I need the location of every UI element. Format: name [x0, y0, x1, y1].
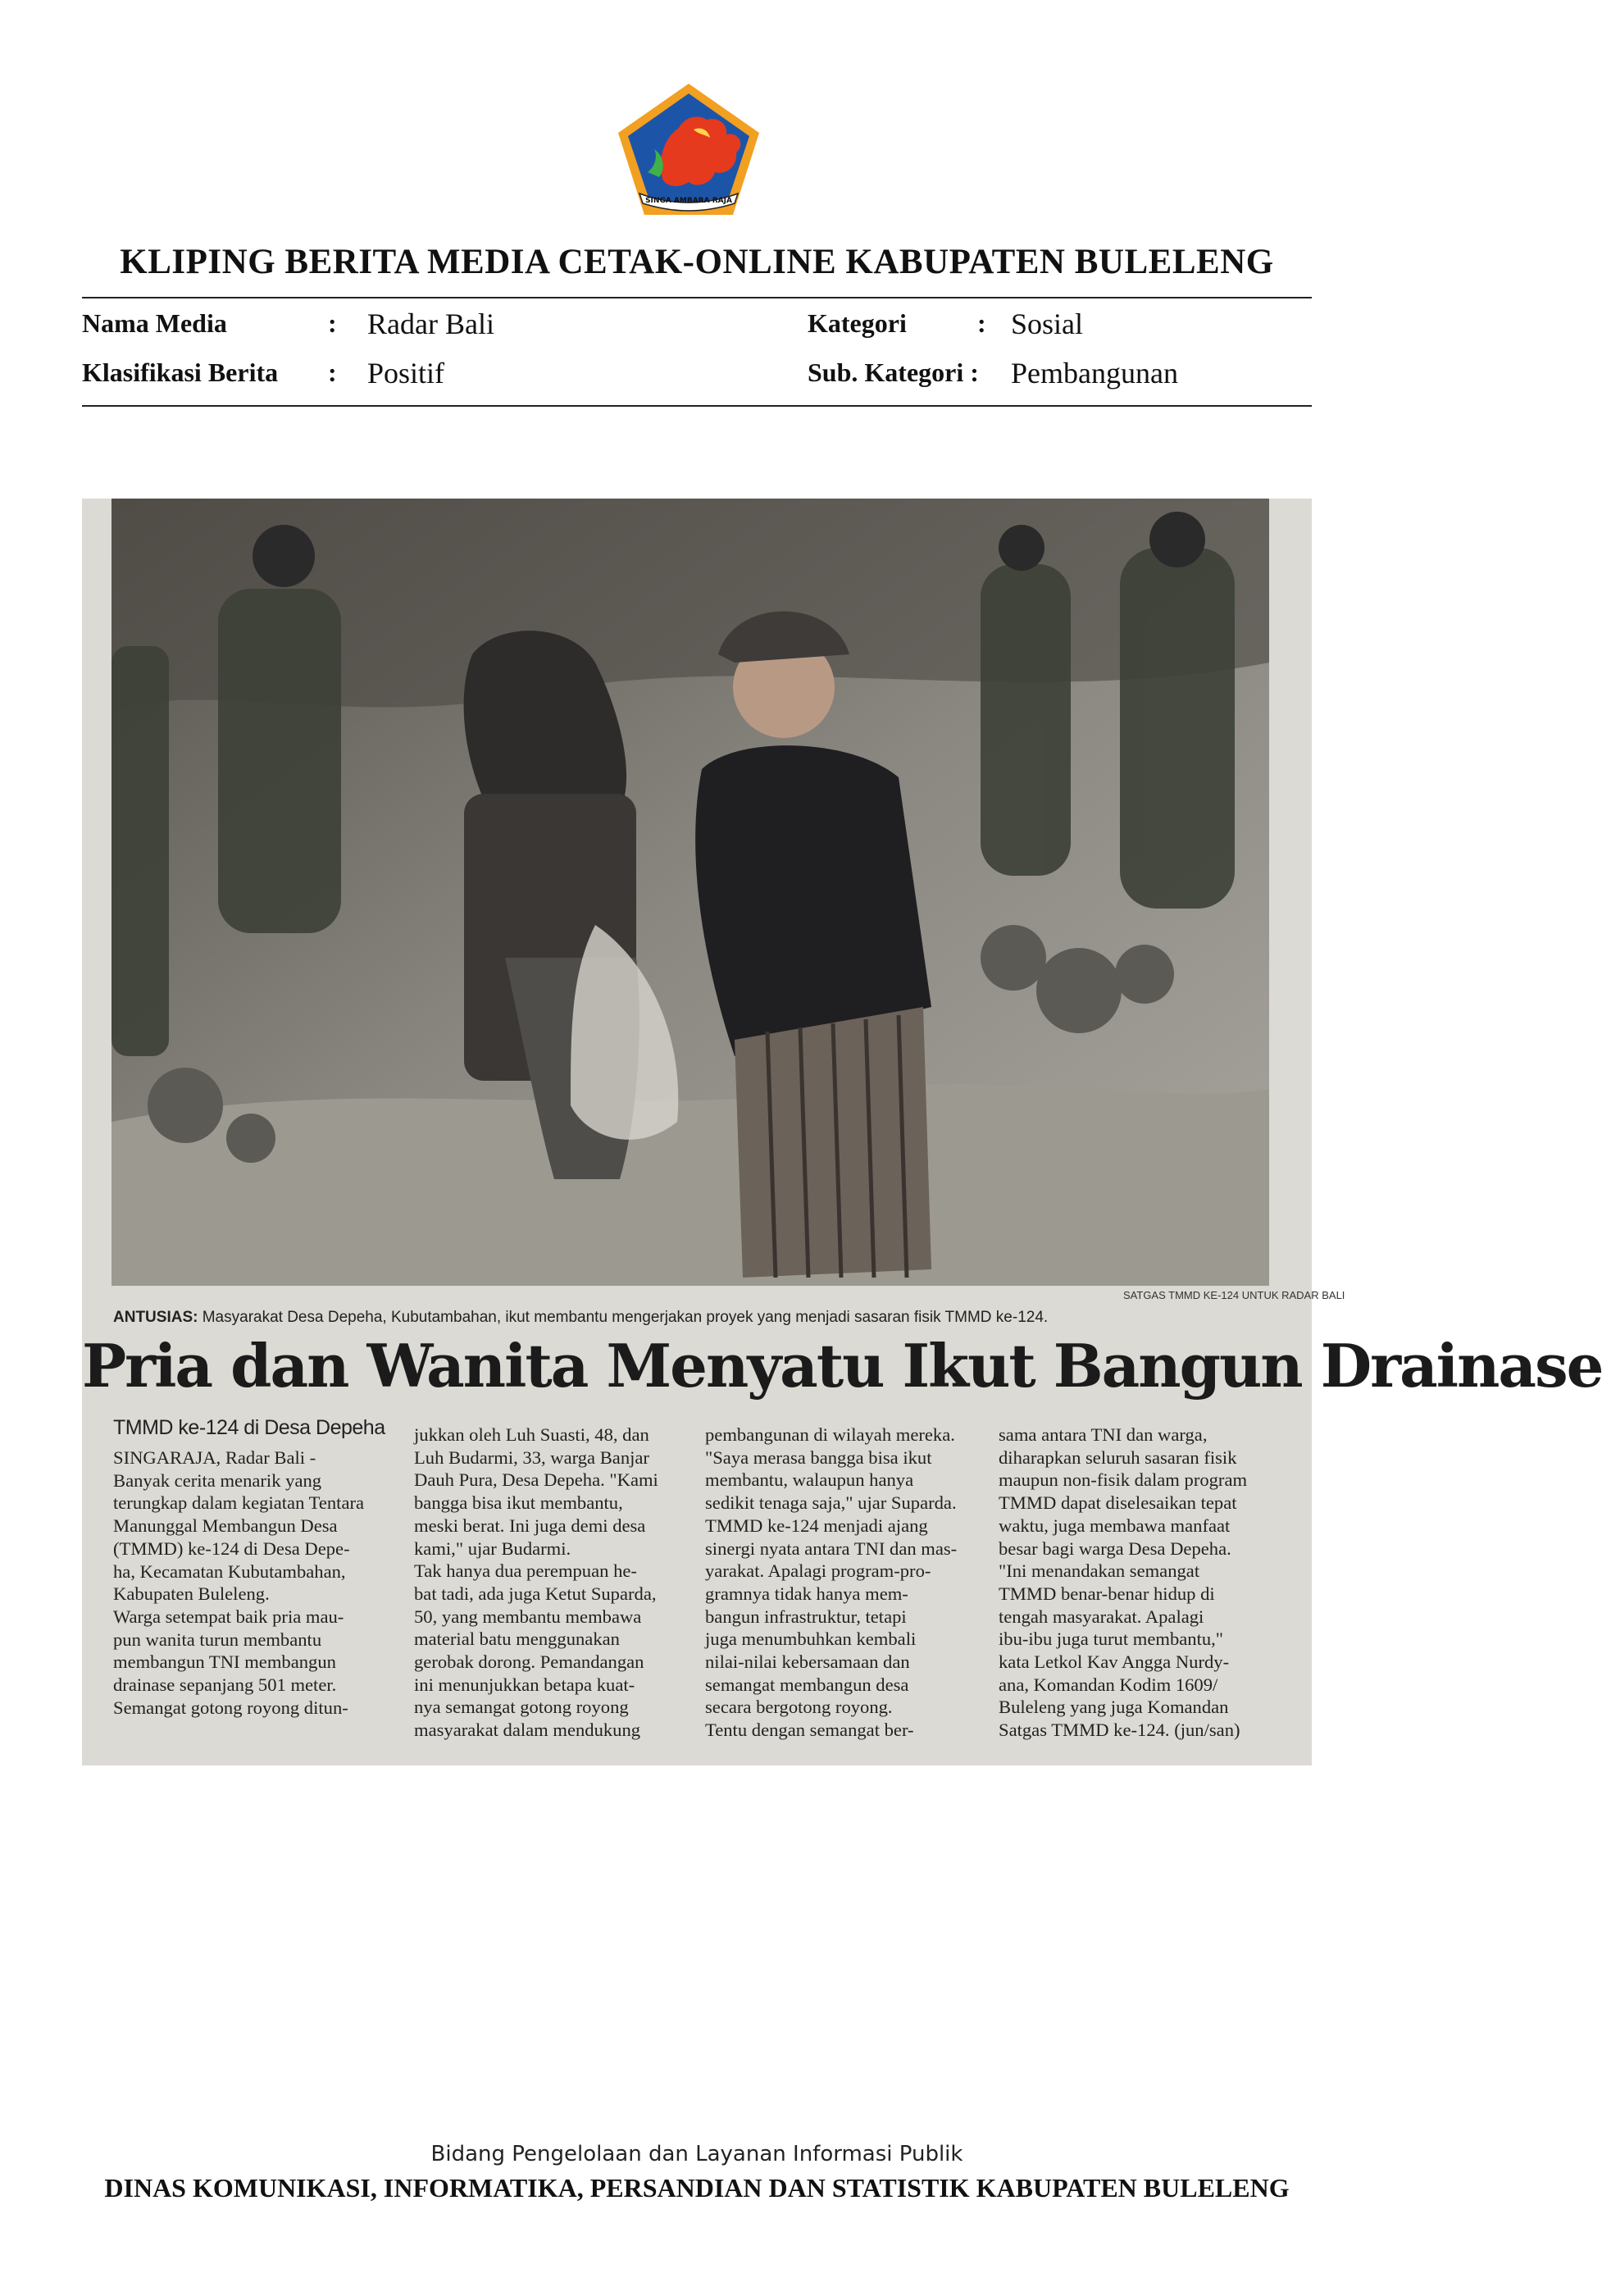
text-line: yarakat. Apalagi program-pro- — [705, 1560, 931, 1582]
text-line: besar bagi warga Desa Depeha. — [999, 1538, 1231, 1559]
text-line: meski berat. Ini juga demi desa — [414, 1515, 646, 1536]
kategori-label: Kategori — [808, 308, 907, 338]
text-line: gerobak dorong. Pemandangan — [414, 1651, 644, 1673]
text-line: Luh Budarmi, 33, warga Banjar — [414, 1446, 649, 1468]
text-line: pembangunan di wilayah mereka. — [705, 1424, 955, 1445]
text-line: membangun TNI membangun — [113, 1651, 336, 1673]
text-line: ini menunjukkan betapa kuat- — [414, 1674, 635, 1695]
article-column-1 — [113, 1409, 400, 1719]
text-line: Tak hanya dua perempuan he- — [414, 1560, 637, 1582]
article-subhead: TMMD ke-124 di Desa Depeha — [113, 1416, 385, 1439]
article-headline: Pria dan Wanita Menyatu Ikut Bangun Drainase — [82, 1331, 1602, 1401]
text-line: juga menumbuhkan kembali — [705, 1629, 917, 1650]
photo-credit: SATGAS TMMD KE-124 UNTUK RADAR BALI — [1123, 1289, 1345, 1301]
photo-caption — [113, 1309, 1261, 1327]
emblem-motto: SINGA AMBARA RAJA — [645, 197, 732, 205]
text-line: maupun non-fisik dalam program — [999, 1469, 1248, 1491]
text-line: (TMMD) ke-124 di Desa Depe- — [113, 1538, 350, 1559]
text-line: TMMD benar-benar hidup di — [999, 1583, 1215, 1604]
text-line: jukkan oleh Luh Suasti, 48, dan — [414, 1424, 649, 1445]
article-column-4 — [999, 1424, 1286, 1742]
text-line: Semangat gotong royong ditun- — [113, 1697, 348, 1718]
text-line: kata Letkol Kav Angga Nurdy- — [999, 1651, 1230, 1673]
text-line: membantu, walaupun hanya — [705, 1469, 914, 1491]
article-column-3 — [705, 1424, 992, 1742]
text-line: TMMD ke-124 menjadi ajang — [705, 1515, 928, 1536]
text-line: Dauh Pura, Desa Depeha. "Kami — [414, 1469, 658, 1491]
text-line: sinergi nyata antara TNI dan mas- — [705, 1538, 958, 1559]
text-line: Manunggal Membangun Desa — [113, 1515, 338, 1537]
text-line: semangat membangun desa — [705, 1674, 909, 1695]
footer-agency: DINAS KOMUNIKASI, INFORMATIKA, PERSANDIAN DAN STATISTIK KABUPATEN BULELENG — [104, 2173, 1290, 2203]
text-line: 50, yang membantu membawa — [414, 1606, 642, 1627]
text-line: bat tadi, ada juga Ketut Suparda, — [414, 1583, 657, 1604]
text-line: Buleleng yang juga Komandan — [999, 1697, 1229, 1718]
text-line: Warga setempat baik pria mau- — [113, 1606, 344, 1627]
text-line: ibu-ibu juga turut membantu," — [999, 1629, 1224, 1650]
text-line: "Ini menandakan semangat — [999, 1560, 1200, 1582]
meta-row-media — [82, 307, 1312, 348]
text-line: ana, Komandan Kodim 1609/ — [999, 1674, 1218, 1695]
text-line: nilai-nilai kebersamaan dan — [705, 1651, 910, 1673]
meta-row-klasifikasi — [82, 356, 1312, 397]
klasifikasi-value: Positif — [367, 357, 445, 390]
text-line: gramnya tidak hanya mem- — [705, 1583, 908, 1604]
header-bottom-rule — [82, 405, 1312, 407]
text-line: ha, Kecamatan Kubutambahan, — [113, 1560, 346, 1582]
header-top-rule — [82, 297, 1312, 298]
text-line: Kabupaten Buleleng. — [113, 1583, 270, 1605]
text-line: Banyak cerita menarik yang — [113, 1469, 322, 1491]
text-line: kami," ujar Budarmi. — [414, 1538, 571, 1559]
article-column-2 — [414, 1424, 701, 1742]
text-line: sedikit tenaga saja," ujar Suparda. — [705, 1492, 957, 1514]
footer-department: Bidang Pengelolaan dan Layanan Informasi Publik — [430, 2142, 963, 2166]
text-line: pun wanita turun membantu — [113, 1629, 322, 1650]
caption-text: Masyarakat Desa Depeha, Kubutambahan, ikut membantu mengerjakan proyek yang menjadi sasaran fisik TMMD ke-124. — [198, 1309, 1049, 1326]
klasifikasi-label: Klasifikasi Berita — [82, 358, 279, 387]
text-line: bangun infrastruktur, tetapi — [705, 1606, 907, 1627]
text-line: Tentu dengan semangat ber- — [705, 1720, 914, 1741]
kategori-colon: : — [977, 308, 986, 338]
caption-lead: ANTUSIAS: — [113, 1309, 198, 1326]
buleleng-regency-emblem — [615, 80, 762, 218]
text-line: Satgas TMMD ke-124. (jun/san) — [999, 1720, 1240, 1741]
article-photo — [112, 499, 1269, 1286]
text-line: secara bergotong royong. — [705, 1697, 893, 1718]
text-line: diharapkan seluruh sasaran fisik — [999, 1446, 1237, 1468]
subkategori-label: Sub. Kategori : — [808, 358, 979, 387]
media-value: Radar Bali — [367, 308, 494, 340]
text-line: waktu, juga membawa manfaat — [999, 1515, 1231, 1536]
text-line: tengah masyarakat. Apalagi — [999, 1606, 1204, 1627]
text-line: SINGARAJA, Radar Bali - — [113, 1447, 316, 1468]
text-line: masyarakat dalam mendukung — [414, 1720, 641, 1741]
kategori-value: Sosial — [1011, 308, 1084, 340]
subkategori-value: Pembangunan — [1011, 357, 1178, 390]
newspaper-clipping — [82, 499, 1602, 1765]
page-title: KLIPING BERITA MEDIA CETAK-ONLINE KABUPATEN BULELENG — [120, 243, 1274, 281]
media-colon: : — [328, 308, 337, 338]
text-line: material batu menggunakan — [414, 1629, 620, 1650]
text-line: terungkap dalam kegiatan Tentara — [113, 1492, 365, 1514]
text-line: bangga bisa ikut membantu, — [414, 1492, 623, 1514]
text-line: drainase sepanjang 501 meter. — [113, 1674, 337, 1696]
text-line: TMMD dapat diselesaikan tepat — [999, 1492, 1237, 1514]
text-line: nya semangat gotong royong — [414, 1697, 629, 1718]
klasifikasi-colon: : — [328, 358, 337, 387]
text-line: "Saya merasa bangga bisa ikut — [705, 1446, 932, 1468]
media-label: Nama Media — [82, 308, 227, 338]
text-line: sama antara TNI dan warga, — [999, 1424, 1208, 1445]
